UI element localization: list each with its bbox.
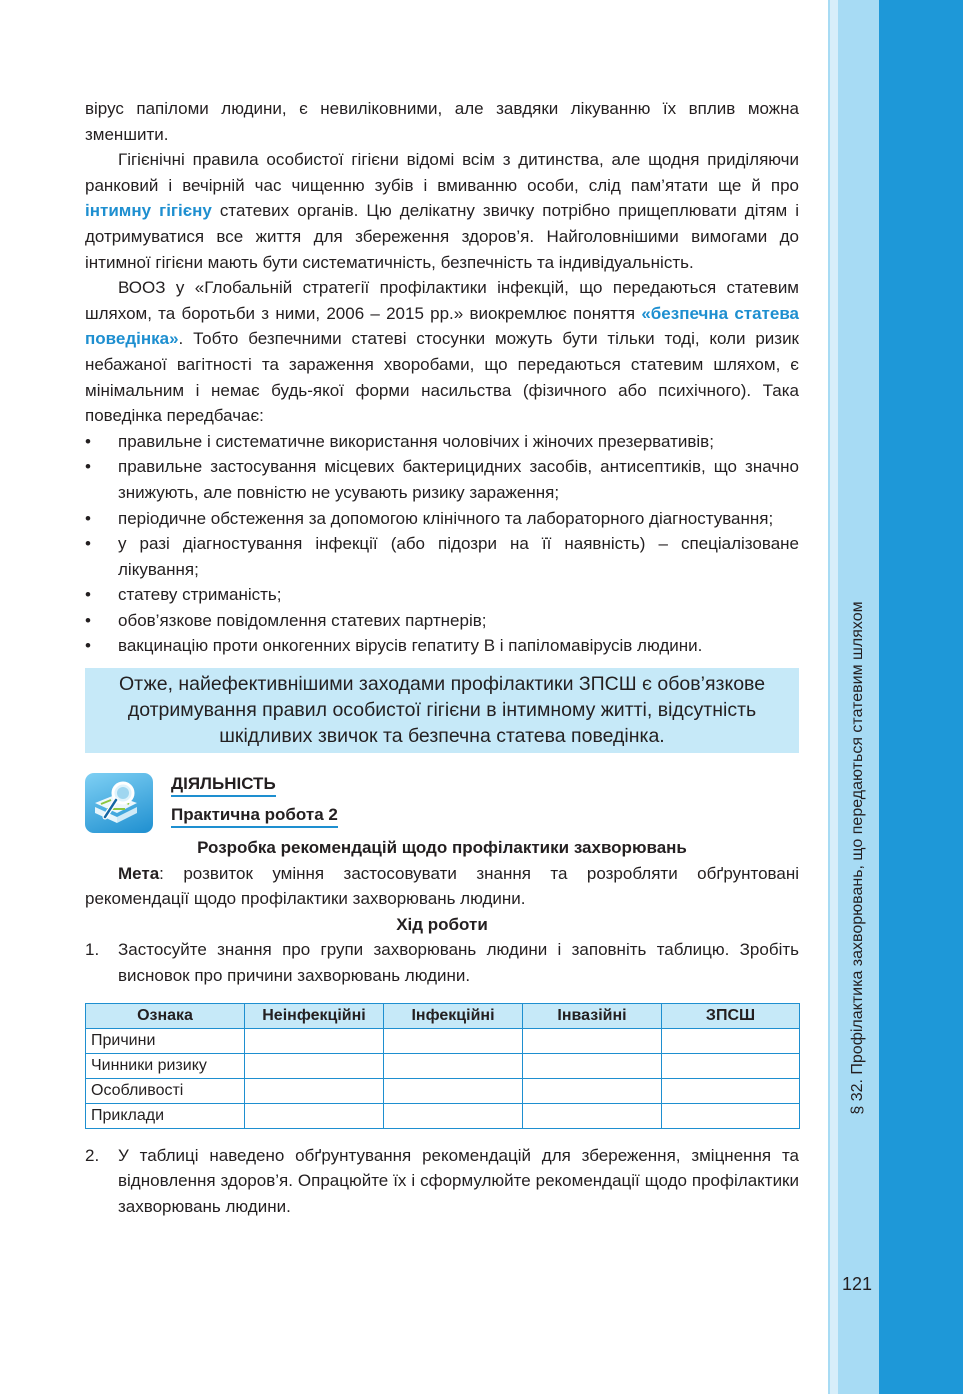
table-cell: Приклади xyxy=(86,1103,245,1128)
paragraph-2-start: Гігієнічні правила особистої гігієни відомі всім з дитинства, але щодня приділяючи ранковий і вечірній час чищенню зубів і вмиванню особи, слід пам’ятати ще й про xyxy=(85,150,799,195)
paragraph-3-end: . Тобто безпечними статеві стосунки можуть бути тільки тоді, коли ризик небажаної вагітності та зараження хворобами, що передаються статевим шляхом, є мінімальним і немає будь-якої форми насильства (фізичного або психічного). Така поведінка передбачає: xyxy=(85,329,799,426)
table-cell xyxy=(662,1053,800,1078)
magnifier-map-icon xyxy=(85,773,153,833)
table-cell xyxy=(384,1028,523,1053)
table-row xyxy=(86,1028,800,1053)
paragraph-3-start: ВООЗ у «Глобальній стратегії профілактики інфекцій, що передаються статевим шляхом, та боротьби з ними, 2006 – 2015 рр.» виокремлює поняття xyxy=(85,278,799,323)
step-2-text: У таблиці наведено обґрунтування рекомендацій для збереження, зміцнення та відновлення здоров’я. Опрацюйте їх і сформулюйте рекомендації щодо профілактики захворювань людини. xyxy=(118,1145,799,1216)
table-cell xyxy=(245,1103,384,1128)
table-cell xyxy=(245,1028,384,1053)
table-header-cell: Ознака xyxy=(86,1003,245,1028)
table-header-cell: Інвазійні xyxy=(523,1003,662,1028)
table-cell xyxy=(384,1103,523,1128)
table-cell: Особливості xyxy=(86,1078,245,1103)
term-intimate-hygiene: інтимну гігієну xyxy=(85,201,212,221)
table-header-cell: ЗПСШ xyxy=(662,1003,800,1028)
disease-groups-table xyxy=(85,1003,800,1129)
paragraph-3 xyxy=(85,275,799,429)
table-cell xyxy=(662,1078,800,1103)
step-2 xyxy=(85,1143,799,1220)
bullet-item: • правильне і систематичне використання чоловічих і жіночих презервативів; xyxy=(85,429,799,455)
table-cell xyxy=(523,1028,662,1053)
table-header-cell: Неінфекційні xyxy=(245,1003,384,1028)
table-cell xyxy=(662,1103,800,1128)
table-header-cell: Інфекційні xyxy=(384,1003,523,1028)
goal-paragraph xyxy=(85,861,799,912)
behavior-bullet-list xyxy=(85,429,799,659)
main-text-column xyxy=(85,96,799,1219)
sidebar-stripe xyxy=(830,0,838,1394)
table-cell: Чинники ризику xyxy=(86,1053,245,1078)
table-cell xyxy=(523,1103,662,1128)
table-cell xyxy=(245,1078,384,1103)
step-1-text: Застосуйте знання про групи захворювань людини і заповніть таблицю. Зробіть висновок про причини захворювань людини. xyxy=(118,940,799,986)
table-cell xyxy=(662,1028,800,1053)
practical-work-heading: Практична робота 2 xyxy=(171,804,338,828)
bullet-item: • обов’язкове повідомлення статевих партнерів; xyxy=(85,608,799,634)
page-number: 121 xyxy=(842,1274,873,1294)
term-safe-behavior: «безпечна статева поведінка» xyxy=(85,303,800,349)
table-cell xyxy=(245,1053,384,1078)
step-1 xyxy=(85,937,799,988)
practical-work-title: Розробка рекомендацій щодо профілактики захворювань xyxy=(197,838,687,858)
paragraph-2-end: статевих органів. Цю делікатну звичку потрібно прищеплювати дітям і дотримуватися все життя для збереження здоров’я. Найголовнішими вимогами до інтимної гігієни мають бути систематичність, безпечність та індивідуальність. xyxy=(85,201,799,272)
goal-label: Мета xyxy=(118,863,160,883)
table-row xyxy=(86,1078,800,1103)
step-list-continued xyxy=(85,1143,799,1220)
bullet-item: • періодичне обстеження за допомогою клінічного та лабораторного діагностування; xyxy=(85,506,799,532)
bullet-item: • у разі діагностування інфекції (або підозри на її наявність) – спеціалізоване лікування; xyxy=(85,531,799,582)
bullet-item: • статеву стриманість; xyxy=(85,582,799,608)
table-cell xyxy=(523,1078,662,1103)
activity-heading: ДІЯЛЬНІСТЬ xyxy=(171,773,276,797)
activity-block xyxy=(85,771,799,835)
section-title-vertical: § 32. Профілактика захворювань, що передаються статевим шляхом xyxy=(849,601,866,1115)
table-header-row xyxy=(86,1003,800,1028)
table-cell xyxy=(523,1053,662,1078)
step-1-number: 1. xyxy=(85,940,100,960)
table-row xyxy=(86,1103,800,1128)
table-row xyxy=(86,1053,800,1078)
step-2-number: 2. xyxy=(85,1145,100,1165)
table-cell xyxy=(384,1053,523,1078)
sidebar-dark-band xyxy=(879,0,963,1394)
bullet-item: • правильне застосування місцевих бактерицидних засобів, антисептиків, що значно знижують, але повністю не усувають ризику зараження; xyxy=(85,454,799,505)
paragraph-2 xyxy=(85,147,799,275)
summary-box: Отже, найефективнішими заходами профілактики ЗПСШ є обов’язкове дотримування правил особистої гігієни в інтимному житті, відсутність шкідливих звичок та безпечна статева поведінка. xyxy=(85,668,799,753)
table-cell: Причини xyxy=(86,1028,245,1053)
step-list xyxy=(85,937,799,988)
goal-text: : розвиток уміння застосовувати знання та розробляти обґрунтовані рекомендації щодо профілактики захворювань людини. xyxy=(85,863,799,909)
bullet-item: • вакцинацію проти онкогенних вірусів гепатиту В і папіломавірусів людини. xyxy=(85,633,799,659)
paragraph-1: вірус папіломи людини, є невиліковними, але завдяки лікуванню їх вплив можна зменшити. xyxy=(85,99,799,144)
table-cell xyxy=(384,1078,523,1103)
procedure-heading: Хід роботи xyxy=(396,914,488,934)
